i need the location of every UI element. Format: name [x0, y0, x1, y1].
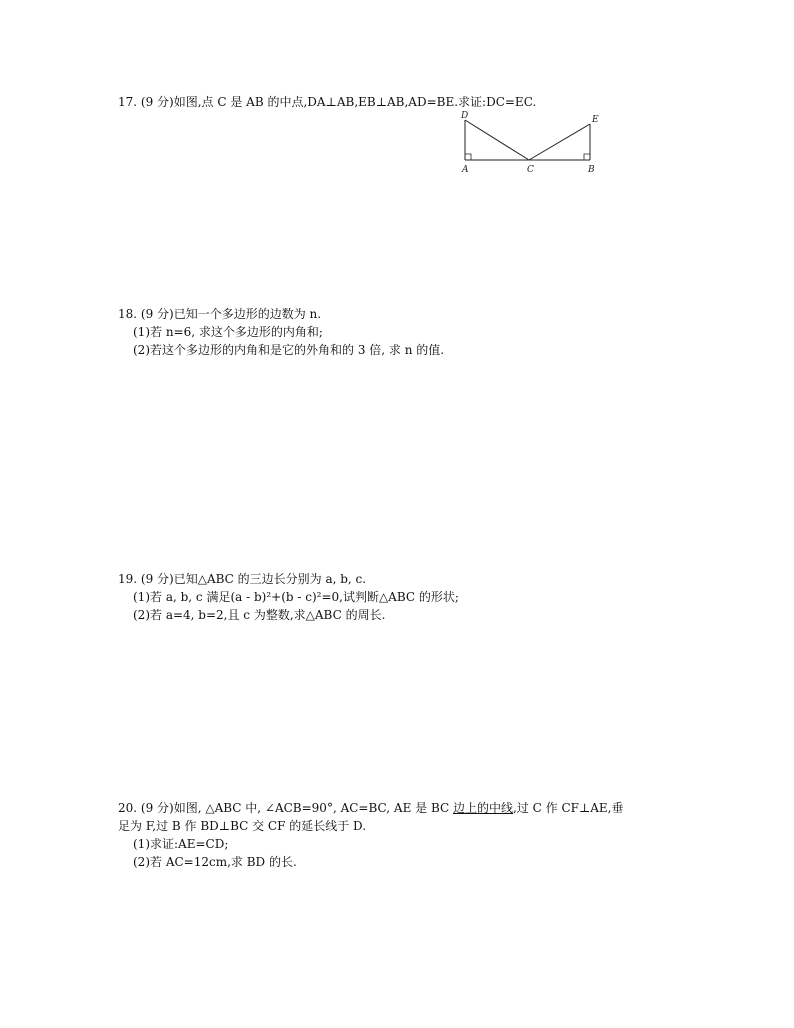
q20-stem-b: ,过 C 作 CF⊥AE,垂	[513, 801, 624, 815]
right-angle-a	[465, 154, 471, 160]
q20-stem-underlined: 边上的中线	[453, 801, 514, 815]
q20-stem-a: 20. (9 分)如图, △ABC 中, ∠ACB=90°, AC=BC, AE 是 BC	[118, 801, 453, 815]
q17-text: 17. (9 分)如图,点 C 是 AB 的中点,DA⊥AB,EB⊥AB,AD=BE.求证:DC=EC.	[118, 95, 537, 109]
q20-part1: (1)求证:AE=CD;	[133, 837, 229, 851]
segment-ec	[529, 124, 590, 160]
q19-part1: (1)若 a, b, c 满足(a - b)²+(b - c)²=0,试判断△ABC 的形状;	[133, 590, 459, 604]
right-angle-b	[584, 154, 590, 160]
segment-dc	[465, 120, 529, 160]
q17-figure	[455, 110, 605, 180]
q18-part1: (1)若 n=6, 求这个多边形的内角和;	[133, 325, 323, 339]
q18-part2: (2)若这个多边形的内角和是它的外角和的 3 倍, 求 n 的值.	[133, 343, 445, 357]
q19-stem: 19. (9 分)已知△ABC 的三边长分别为 a, b, c.	[118, 572, 367, 586]
q20-stem-line2: 足为 F,过 B 作 BD⊥BC 交 CF 的延长线于 D.	[118, 819, 367, 833]
label-a: A	[462, 165, 469, 175]
q19-part2: (2)若 a=4, b=2,且 c 为整数,求△ABC 的周长.	[133, 608, 386, 622]
label-c: C	[527, 165, 534, 175]
label-e: E	[592, 115, 599, 125]
q18-stem: 18. (9 分)已知一个多边形的边数为 n.	[118, 307, 322, 321]
q20-part2: (2)若 AC=12cm,求 BD 的长.	[133, 855, 297, 869]
label-b: B	[588, 165, 595, 175]
label-d: D	[461, 111, 469, 121]
q20-stem-line1	[118, 800, 624, 816]
geometry-diagram	[455, 110, 605, 180]
